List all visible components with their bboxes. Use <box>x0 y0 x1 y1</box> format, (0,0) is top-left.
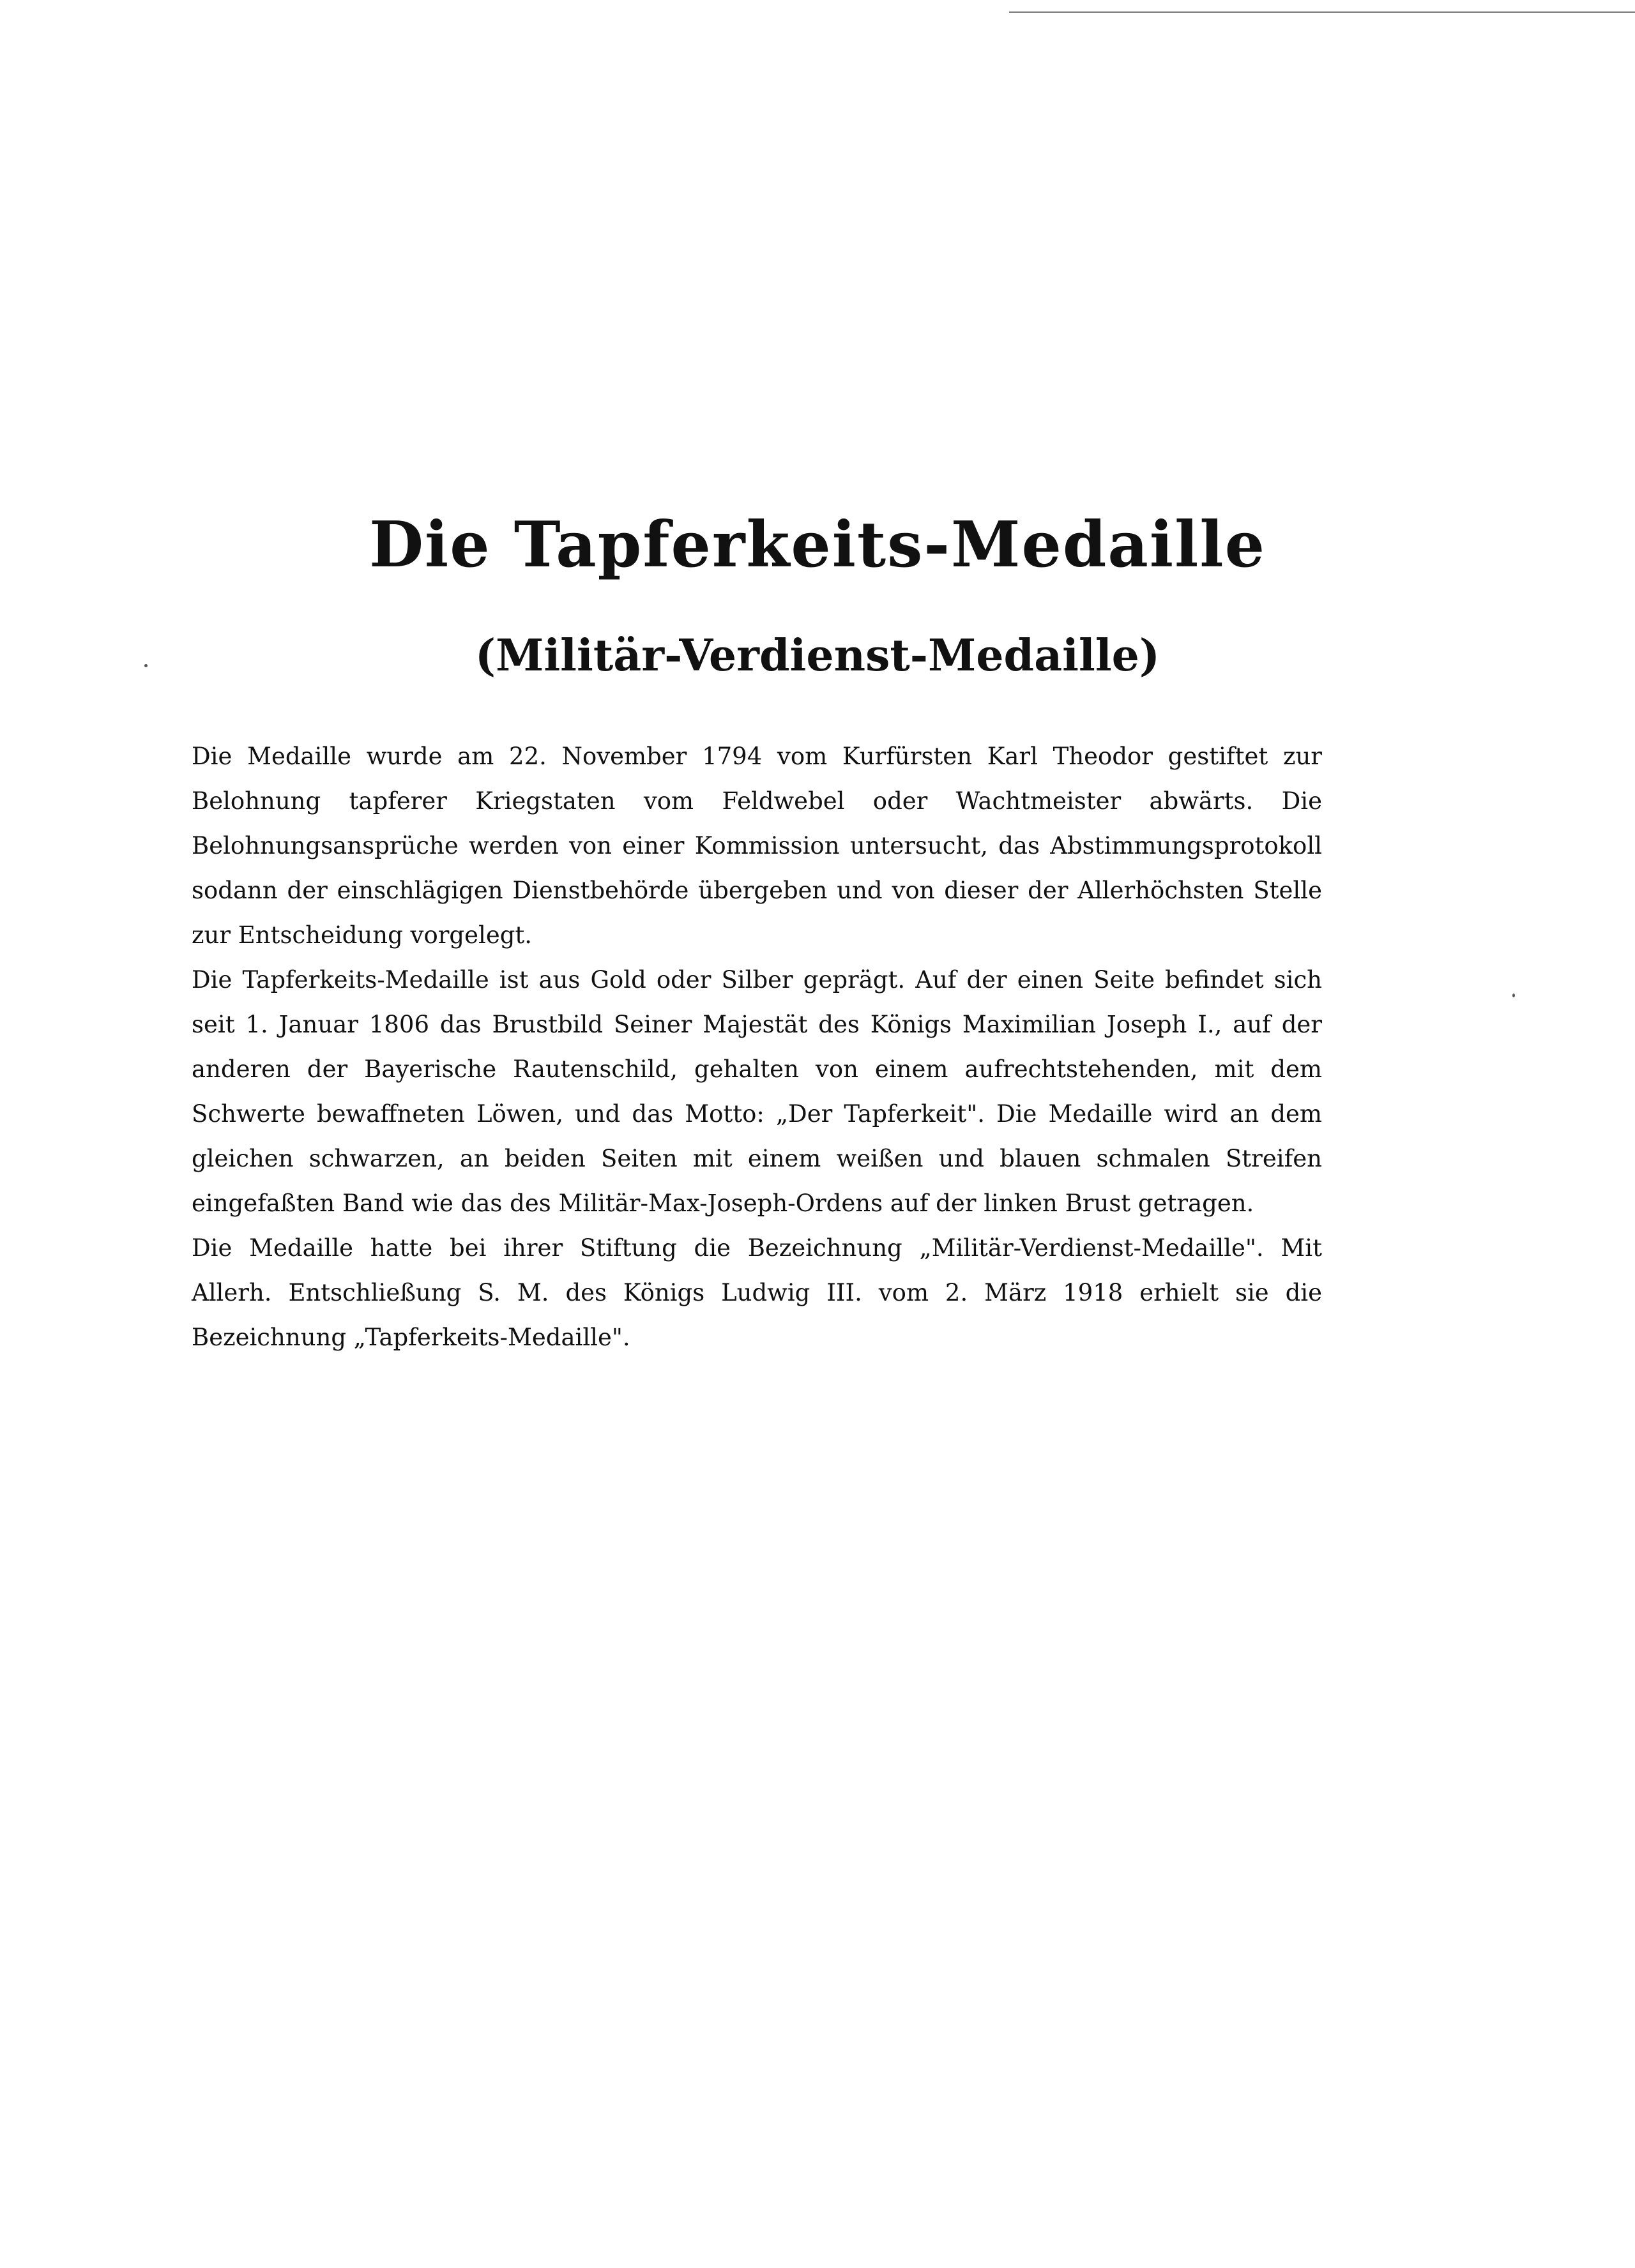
body-text <box>192 734 1322 1360</box>
paragraph-foundation: Die Medaille wurde am 22. November 1794 vom Kurfürsten Karl Theodor gestiftet zur Belohnung tapferer Kriegstaten vom Feldwebel oder Wachtmeister abwärts. Die Belohnungsansprüche werden von einer Kommission untersucht, das Abstimmungsprotokoll sodann der einschlägigen Dienstbehörde übergeben und von dieser der Allerhöchsten Stelle zur Entscheidung vorgelegt. <box>192 743 1322 949</box>
scan-edge-line <box>1009 11 1635 13</box>
paragraph-renaming: Die Medaille hatte bei ihrer Stiftung die Bezeichnung „Militär-Verdienst-Medaille". Mit Allerh. Entschließung S. M. des Königs Ludwig III. vom 2. März 1918 erhielt sie die Bezeichnung „Tapferkeits-Medaille". <box>192 1234 1322 1351</box>
page-subtitle: (Militär-Verdienst-Medaille) <box>475 630 1160 681</box>
scan-speck <box>1512 994 1515 997</box>
page-title: Die Tapferkeits-Medaille <box>369 508 1266 582</box>
paragraph-description: Die Tapferkeits-Medaille ist aus Gold oder Silber geprägt. Auf der einen Seite befindet sich seit 1. Januar 1806 das Brustbild Seiner Majestät des Königs Maximilian Joseph I., auf der anderen der Bayerische Rautenschild, gehalten von einem aufrechtstehenden, mit dem Schwerte bewaffneten Löwen, und das Motto: „Der Tapferkeit". Die Medaille wird an dem gleichen schwarzen, an beiden Seiten mit einem weißen und blauen schmalen Streifen eingefaßten Band wie das des Militär-Max-Joseph-Ordens auf der linken Brust getragen. <box>192 966 1322 1217</box>
